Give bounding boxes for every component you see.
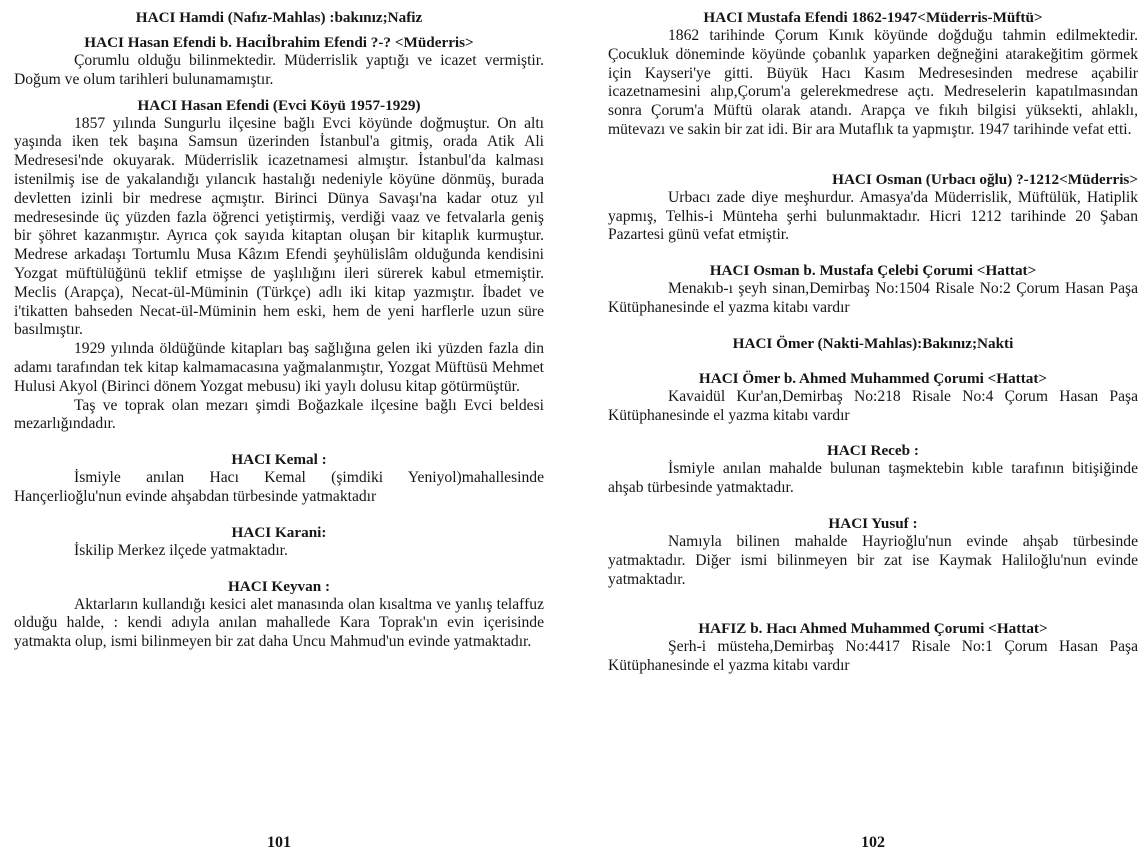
entry-paragraph: Menakıb-ı şeyh sinan,Demirbaş No:1504 Risale No:2 Çorum Hasan Paşa Kütüphanesinde el yazma kitabı vardır bbox=[608, 280, 1138, 316]
entry-paragraph: Çorumlu olduğu bilinmektedir. Müderrislik yaptığı ve icazet vermiştir. Doğum ve olum tarihleri bulunamamıştır. bbox=[14, 52, 544, 88]
entry-haci-omer-b-ahmed bbox=[608, 369, 1138, 426]
entry-haci-yusuf bbox=[608, 514, 1138, 589]
entry-title: HACI Ömer (Nakti-Mahlas):Bakınız;Nakti bbox=[732, 334, 1014, 352]
entry-haci-osman-urbaci-oglu bbox=[608, 170, 1138, 245]
entry-paragraph: 1857 yılında Sungurlu ilçesine bağlı Evci köyünde doğmuştur. On altı yaşında iken tek başına Samsun üzerinden İstanbul'a gitmiş, orada Atik Ali Medresesi'nde okuyarak. Müderrislik icazetnamesi almıştır. İstanbul'da kalması istenilmiş ise de yakalandığı yılancık hastalığı nedeniyle köyüne dönmüş, burada devletten izinli bir medrese açmıştır. Birinci Dünya Savaşı'na kadar otuz yıl medresesinde üç yüzden fazla öğrenci yetiştirmiş, verdiği vaaz ve fetvalarla geniş bir şöhret kazanmıştır. Ayrıca çok sayıda kitaptan oluşan bir kitaplık kurmuştur. Medrese arkadaşı Tortumlu Musa Kâzım Efendi şeyhülislâm olduğunda kendisini Yozgat müftülüğünü teklif etmişse de yaşlılığını ileri sürerek kabul etmemiştir. Meclis (Arapça), Necat-ül-Müminin (Türkçe) adlı iki kitap yazmıştır. İbadet ve i'tikatten bahseden Necat-ül-Müminin hem eski, hem de yeni harflerle uzun süre basılmıştır. bbox=[14, 114, 544, 339]
entry-title: HACI Osman b. Mustafa Çelebi Çorumi <Hattat> bbox=[709, 262, 1037, 280]
entry-haci-karani bbox=[14, 523, 544, 561]
entry-paragraph: Urbacı zade diye meşhurdur. Amasya'da Müderrislik, Müftülük, Hatiplik yapmış, Telhis-i Münteha şerhi bulunmaktadır. Hicri 1212 tarihinde 20 Şaban Pazartesi günü vefat etmiştir. bbox=[608, 188, 1138, 244]
entry-title: HACI Karani: bbox=[231, 523, 327, 541]
entry-paragraph: İskilip Merkez ilçede yatmaktadır. bbox=[74, 541, 288, 559]
entry-paragraph: Namıyla bilinen mahalde Hayrioğlu'nun evinde ahşab türbesinde yatmaktadır. Diğer ismi bilinmeyen bir zat ise Kaymak Haliloğlu'nun evinde yatmaktadır. bbox=[608, 532, 1138, 588]
entry-title: HACI Yusuf : bbox=[828, 514, 918, 532]
entry-haci-keyvan bbox=[14, 577, 544, 652]
entry-title: HACI Keyvan : bbox=[227, 577, 331, 595]
entry-paragraph: Şerh-i müsteha,Demirbaş No:4417 Risale No:1 Çorum Hasan Paşa Kütüphanesinde el yazma kitabı vardır bbox=[608, 638, 1138, 675]
page-number: 102 bbox=[861, 834, 885, 851]
entry-paragraph: Taş ve toprak olan mezarı şimdi Boğazkale ilçesine bağlı Evci beldesi mezarlığındadır. bbox=[14, 396, 544, 433]
entry-title: HACI Kemal : bbox=[231, 451, 327, 469]
entry-haci-mustafa-efendi bbox=[608, 8, 1138, 140]
entry-haci-hamdi bbox=[14, 8, 544, 27]
entry-paragraph: 1862 tarihinde Çorum Kınık köyünde doğduğu tahmin edilmektedir. Çocukluk döneminde köyünde çobanlık yaparken değneğini atarakeğitim görmek için Kayseri'ye gitti. Büyük Hacı Kasım Medresesinden medrese açabilir icazetnamesini alıp,Çorum'a gelerekmedrese açtı. Medreselerin kapatılmasından sonra Çorum'a Müftü olarak atandı. Arapça ve fıkıh bilgisi yüksekti, ahlaklı, mütevazı ve sakin bir zat idi. Bir ara Mutaflık ta yapmıştır. 1947 tarihinde vefat etti. bbox=[608, 27, 1138, 138]
page-number: 101 bbox=[267, 834, 291, 851]
entry-title: HACI Ömer b. Ahmed Muhammed Çorumi <Hattat> bbox=[698, 369, 1048, 387]
left-page bbox=[14, 0, 544, 862]
entry-haci-hasan-efendi-evci bbox=[14, 96, 544, 435]
entry-haci-kemal bbox=[14, 450, 544, 507]
entry-title: HACI Osman (Urbacı oğlu) ?-1212<Müderris> bbox=[832, 170, 1138, 188]
entry-paragraph: 1929 yılında öldüğünde kitapları baş sağlığına gelen iki yüzden fazla din adamı tarafından tek kitap kalmamacasına yağmalanmıştır, Yozgat Müftüsü Mehmet Hulusi Akyol (Birinci dönem Yozgat mebusu) iki yaylı dolusu kitap götürmüştür. bbox=[14, 340, 544, 395]
entry-paragraph: İsmiyle anılan mahalde bulunan taşmektebin kıble tarafının bitişiğinde ahşab türbesinde yatmaktadır. bbox=[608, 460, 1138, 497]
entry-paragraph: Aktarların kullandığı kesici alet manasında olan kısaltma ve yanlış telaffuz olduğu halde, : kendi adıyla anılan mahallede Kara Toprak'ın evin içerisinde yatmakta olup, ismi bilinmeyen bir zat daha Uncu Mahmud'un evinde yatmaktadır. bbox=[14, 595, 544, 651]
entry-title: HACI Hasan Efendi (Evci Köyü 1957-1929) bbox=[137, 96, 421, 114]
entry-haci-osman-b-mustafa-celebi bbox=[608, 261, 1138, 318]
entry-title: HACI Receb : bbox=[827, 442, 919, 460]
entry-haci-receb bbox=[608, 441, 1138, 498]
entry-paragraph: İsmiyle anılan Hacı Kemal (şimdiki Yeniyol)mahallesinde Hançerlioğlu'nun evinde ahşabdan türbesinde yatmaktadır bbox=[14, 469, 544, 505]
entry-title: HACI Hamdi (Nafız-Mahlas) :bakınız;Nafiz bbox=[135, 9, 423, 26]
entry-paragraph: Kavaidül Kur'an,Demirbaş No:218 Risale No:4 Çorum Hasan Paşa Kütüphanesinde el yazma kitabı vardır bbox=[608, 387, 1138, 424]
entry-title: HACI Mustafa Efendi 1862-1947<Müderris-Müftü> bbox=[703, 9, 1043, 26]
entry-haci-omer-nakti bbox=[608, 334, 1138, 353]
entry-hafiz-b-haci-ahmed bbox=[608, 619, 1138, 676]
right-page bbox=[608, 0, 1138, 862]
entry-title: HACI Hasan Efendi b. Hacıİbrahim Efendi ?-? <Müderris> bbox=[84, 34, 474, 51]
entry-title: HAFIZ b. Hacı Ahmed Muhammed Çorumi <Hattat> bbox=[698, 620, 1048, 638]
entry-haci-hasan-efendi-b-haci-ibrahim bbox=[14, 33, 544, 90]
